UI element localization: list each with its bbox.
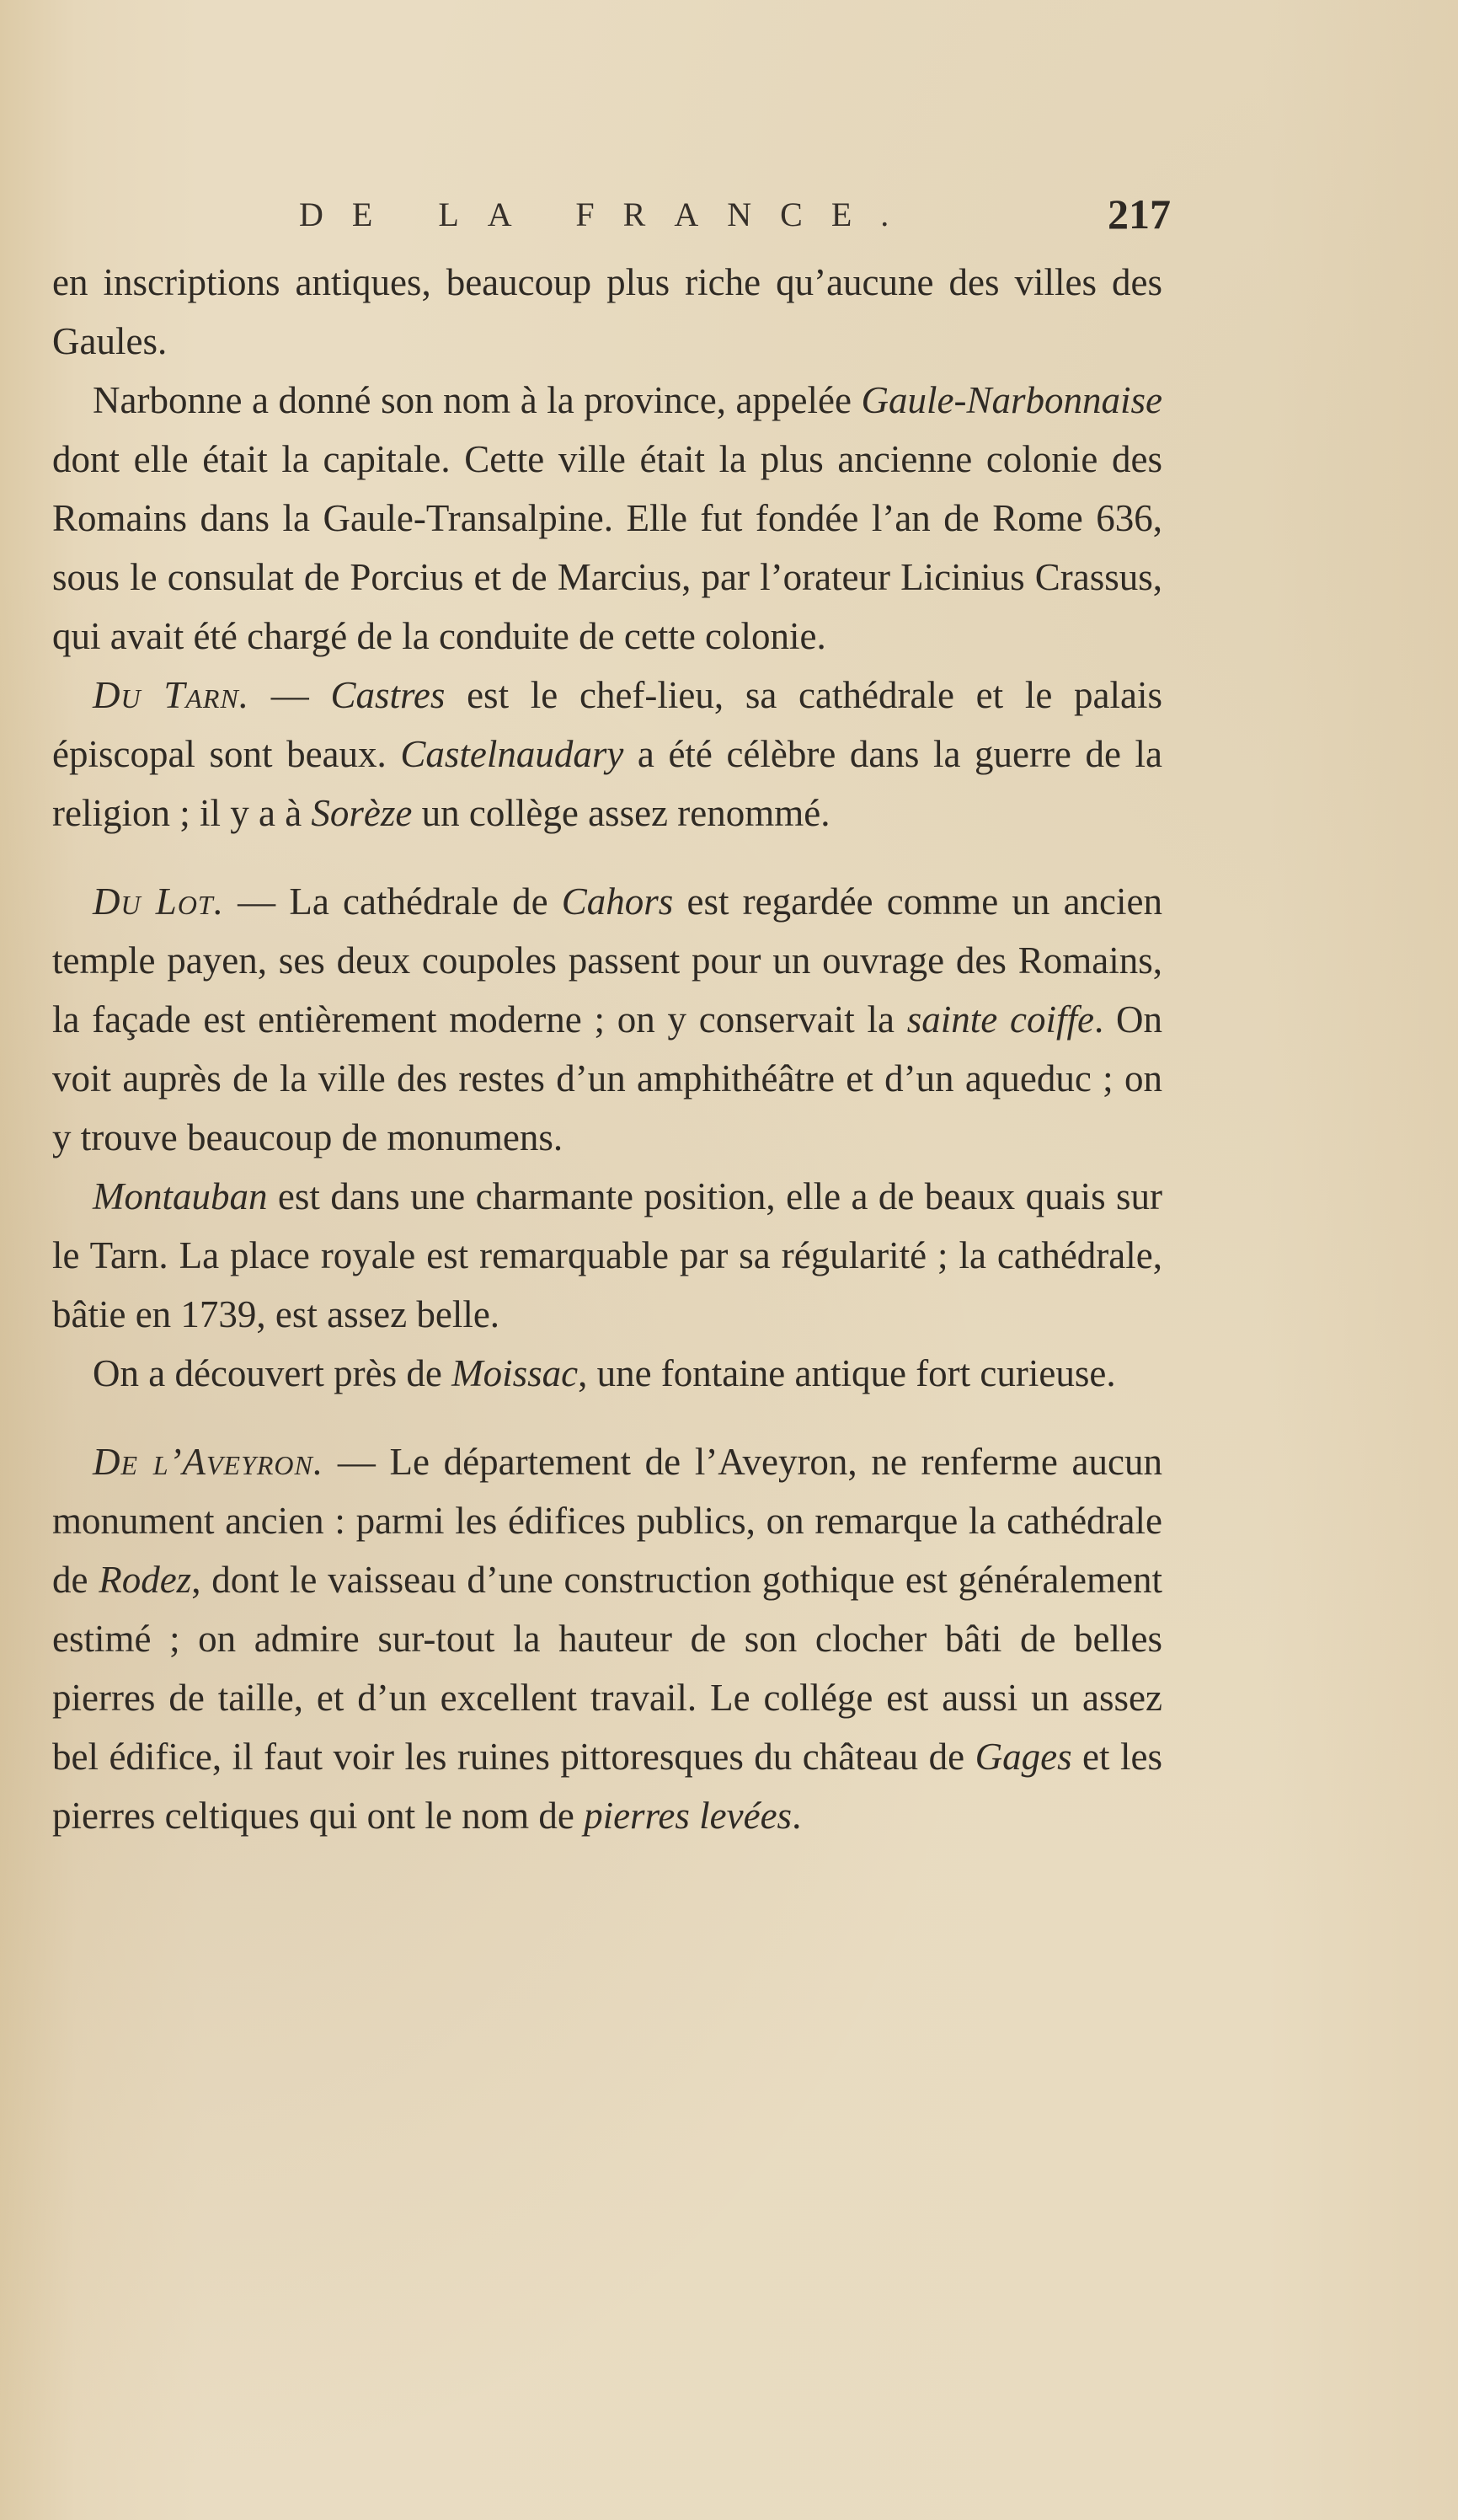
paragraph-text: dont elle était la capitale. Cette ville était la plus ancienne colonie des Romains dans la Gaule-Transalpine. Elle fut fondée l’an de Rome 636, sous le consulat de Porcius et de Marcius, par l’orateur Licinius Crassus, qui avait été chargé de la conduite de cette colonie. [52,438,1162,657]
paragraph-text: , une fontaine antique fort curieuse. [578,1352,1116,1394]
paragraph-moissac [52,1344,1162,1403]
place-name: Gages [975,1736,1072,1778]
paragraph-text: est regardée comme un ancien temple payen, ses deux coupoles passent pour un ouvrage des Romains, la façade est entièrement moderne ; on y conservait la [52,880,1162,1041]
paragraph-text: — La cathédrale de [223,880,562,923]
paragraph-text: — Le département de l’Aveyron, ne renferme aucun monument ancien : parmi les édifices publics, on remarque la cathédrale de [52,1441,1162,1601]
paragraph-text: un collège assez renommé. [412,792,830,834]
place-name: Gaule-Narbonnaise [861,379,1162,421]
paragraph-text: a été célèbre dans la guerre de la religion ; il y a à [52,733,1162,834]
paragraph-text: est dans une charmante position, elle a de beaux quais sur le Tarn. La place royale est remarquable par sa régularité ; la cathédrale, bâtie en 1739, est assez belle. [52,1175,1162,1335]
paragraph-tarn [52,666,1162,843]
paragraph-text: . On voit auprès de la ville des restes d’un amphithéâtre et d’un aqueduc ; on y trouve beaucoup de monumens. [52,998,1162,1158]
place-name: Rodez [99,1559,192,1601]
running-header [51,190,1171,240]
section-heading: Du Tarn. [93,674,250,716]
paragraph-text: et les pierres celtiques qui ont le nom de [52,1736,1162,1837]
paragraph-text: est le chef-lieu, sa cathédrale et le palais épiscopal sont beaux. [52,674,1162,775]
monument-name: pierres levées [584,1795,793,1837]
place-name: Moissac [451,1352,579,1394]
paragraph-text: Narbonne a donné son nom à la province, appelée [93,379,862,421]
paragraph-text: en inscriptions antiques, beaucoup plus riche qu’aucune des villes des Gaules. [52,261,1162,362]
place-name: Castelnaudary [400,733,624,775]
paragraph-montauban [52,1167,1162,1344]
place-name: Cahors [561,880,674,923]
place-name: Montauban [93,1175,268,1217]
section-heading: Du Lot. [93,880,224,923]
place-name: Castres [330,674,446,716]
relic-name: sainte coiffe [906,998,1094,1041]
place-name: Sorèze [311,792,413,834]
running-title: DE LA FRANCE. [299,195,918,233]
page-number: 217 [1108,190,1171,238]
paragraph-text: , dont le vaisseau d’une construction gothique est généralement estimé ; on admire sur-tout la hauteur de son clocher bâti de belles pierres de taille, et d’un excellent travail. Le collége est aussi un assez bel édifice, il faut voir les ruines pittoresques du château de [52,1559,1162,1778]
paragraph-text: On a découvert près de [93,1352,452,1394]
paragraph-text: . [792,1795,802,1837]
paragraph-aveyron [52,1432,1162,1845]
paragraph-continued [52,253,1162,371]
body-text [52,253,1162,1845]
paragraph-text: — [249,674,331,716]
section-heading: De l’Aveyron. [93,1441,324,1483]
paragraph-narbonne [52,371,1162,666]
paragraph-lot [52,872,1162,1167]
